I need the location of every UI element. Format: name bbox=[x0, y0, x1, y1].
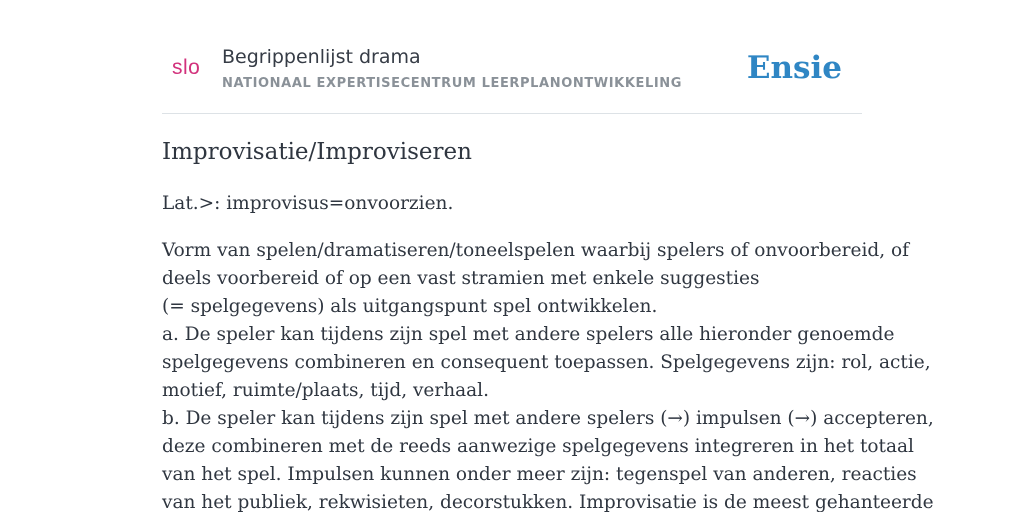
source-header bbox=[162, 40, 862, 114]
definition-line: spelgegevens combineren en consequent toepassen. Spelgegevens zijn: rol, actie, bbox=[162, 352, 931, 373]
entry-etymology: Lat.>: improvisus=onvoorzien. bbox=[162, 193, 454, 214]
ensie-logo[interactable]: Ensie bbox=[746, 50, 842, 86]
slo-logo[interactable]: slo bbox=[172, 56, 201, 79]
definition-line: b. De speler kan tijdens zijn spel met andere spelers (→) impulsen (→) accepteren, bbox=[162, 408, 934, 429]
entry-definition bbox=[162, 237, 934, 512]
source-subtitle: NATIONAAL EXPERTISECENTRUM LEERPLANONTWIKKELING bbox=[222, 76, 683, 91]
definition-line: (= spelgegevens) als uitgangspunt spel ontwikkelen. bbox=[162, 296, 658, 317]
definition-line: motief, ruimte/plaats, tijd, verhaal. bbox=[162, 380, 489, 401]
definition-line: Vorm van spelen/dramatiseren/toneelspelen waarbij spelers of onvoorbereid, of bbox=[162, 240, 909, 261]
definition-line: deels voorbereid of op een vast stramien met enkele suggesties bbox=[162, 268, 760, 289]
source-title[interactable]: Begrippenlijst drama bbox=[222, 46, 421, 68]
definition-line: van het spel. Impulsen kunnen onder meer zijn: tegenspel van anderen, reacties bbox=[162, 464, 917, 485]
definition-line: a. De speler kan tijdens zijn spel met andere spelers alle hieronder genoemde bbox=[162, 324, 895, 345]
definition-line: van het publiek, rekwisieten, decorstukken. Improvisatie is de meest gehanteerde bbox=[162, 492, 934, 512]
entry-content bbox=[162, 134, 934, 512]
definition-line: deze combineren met de reeds aanwezige spelgegevens integreren in het totaal bbox=[162, 436, 914, 457]
entry-term: Improvisatie/Improviseren bbox=[162, 139, 472, 165]
